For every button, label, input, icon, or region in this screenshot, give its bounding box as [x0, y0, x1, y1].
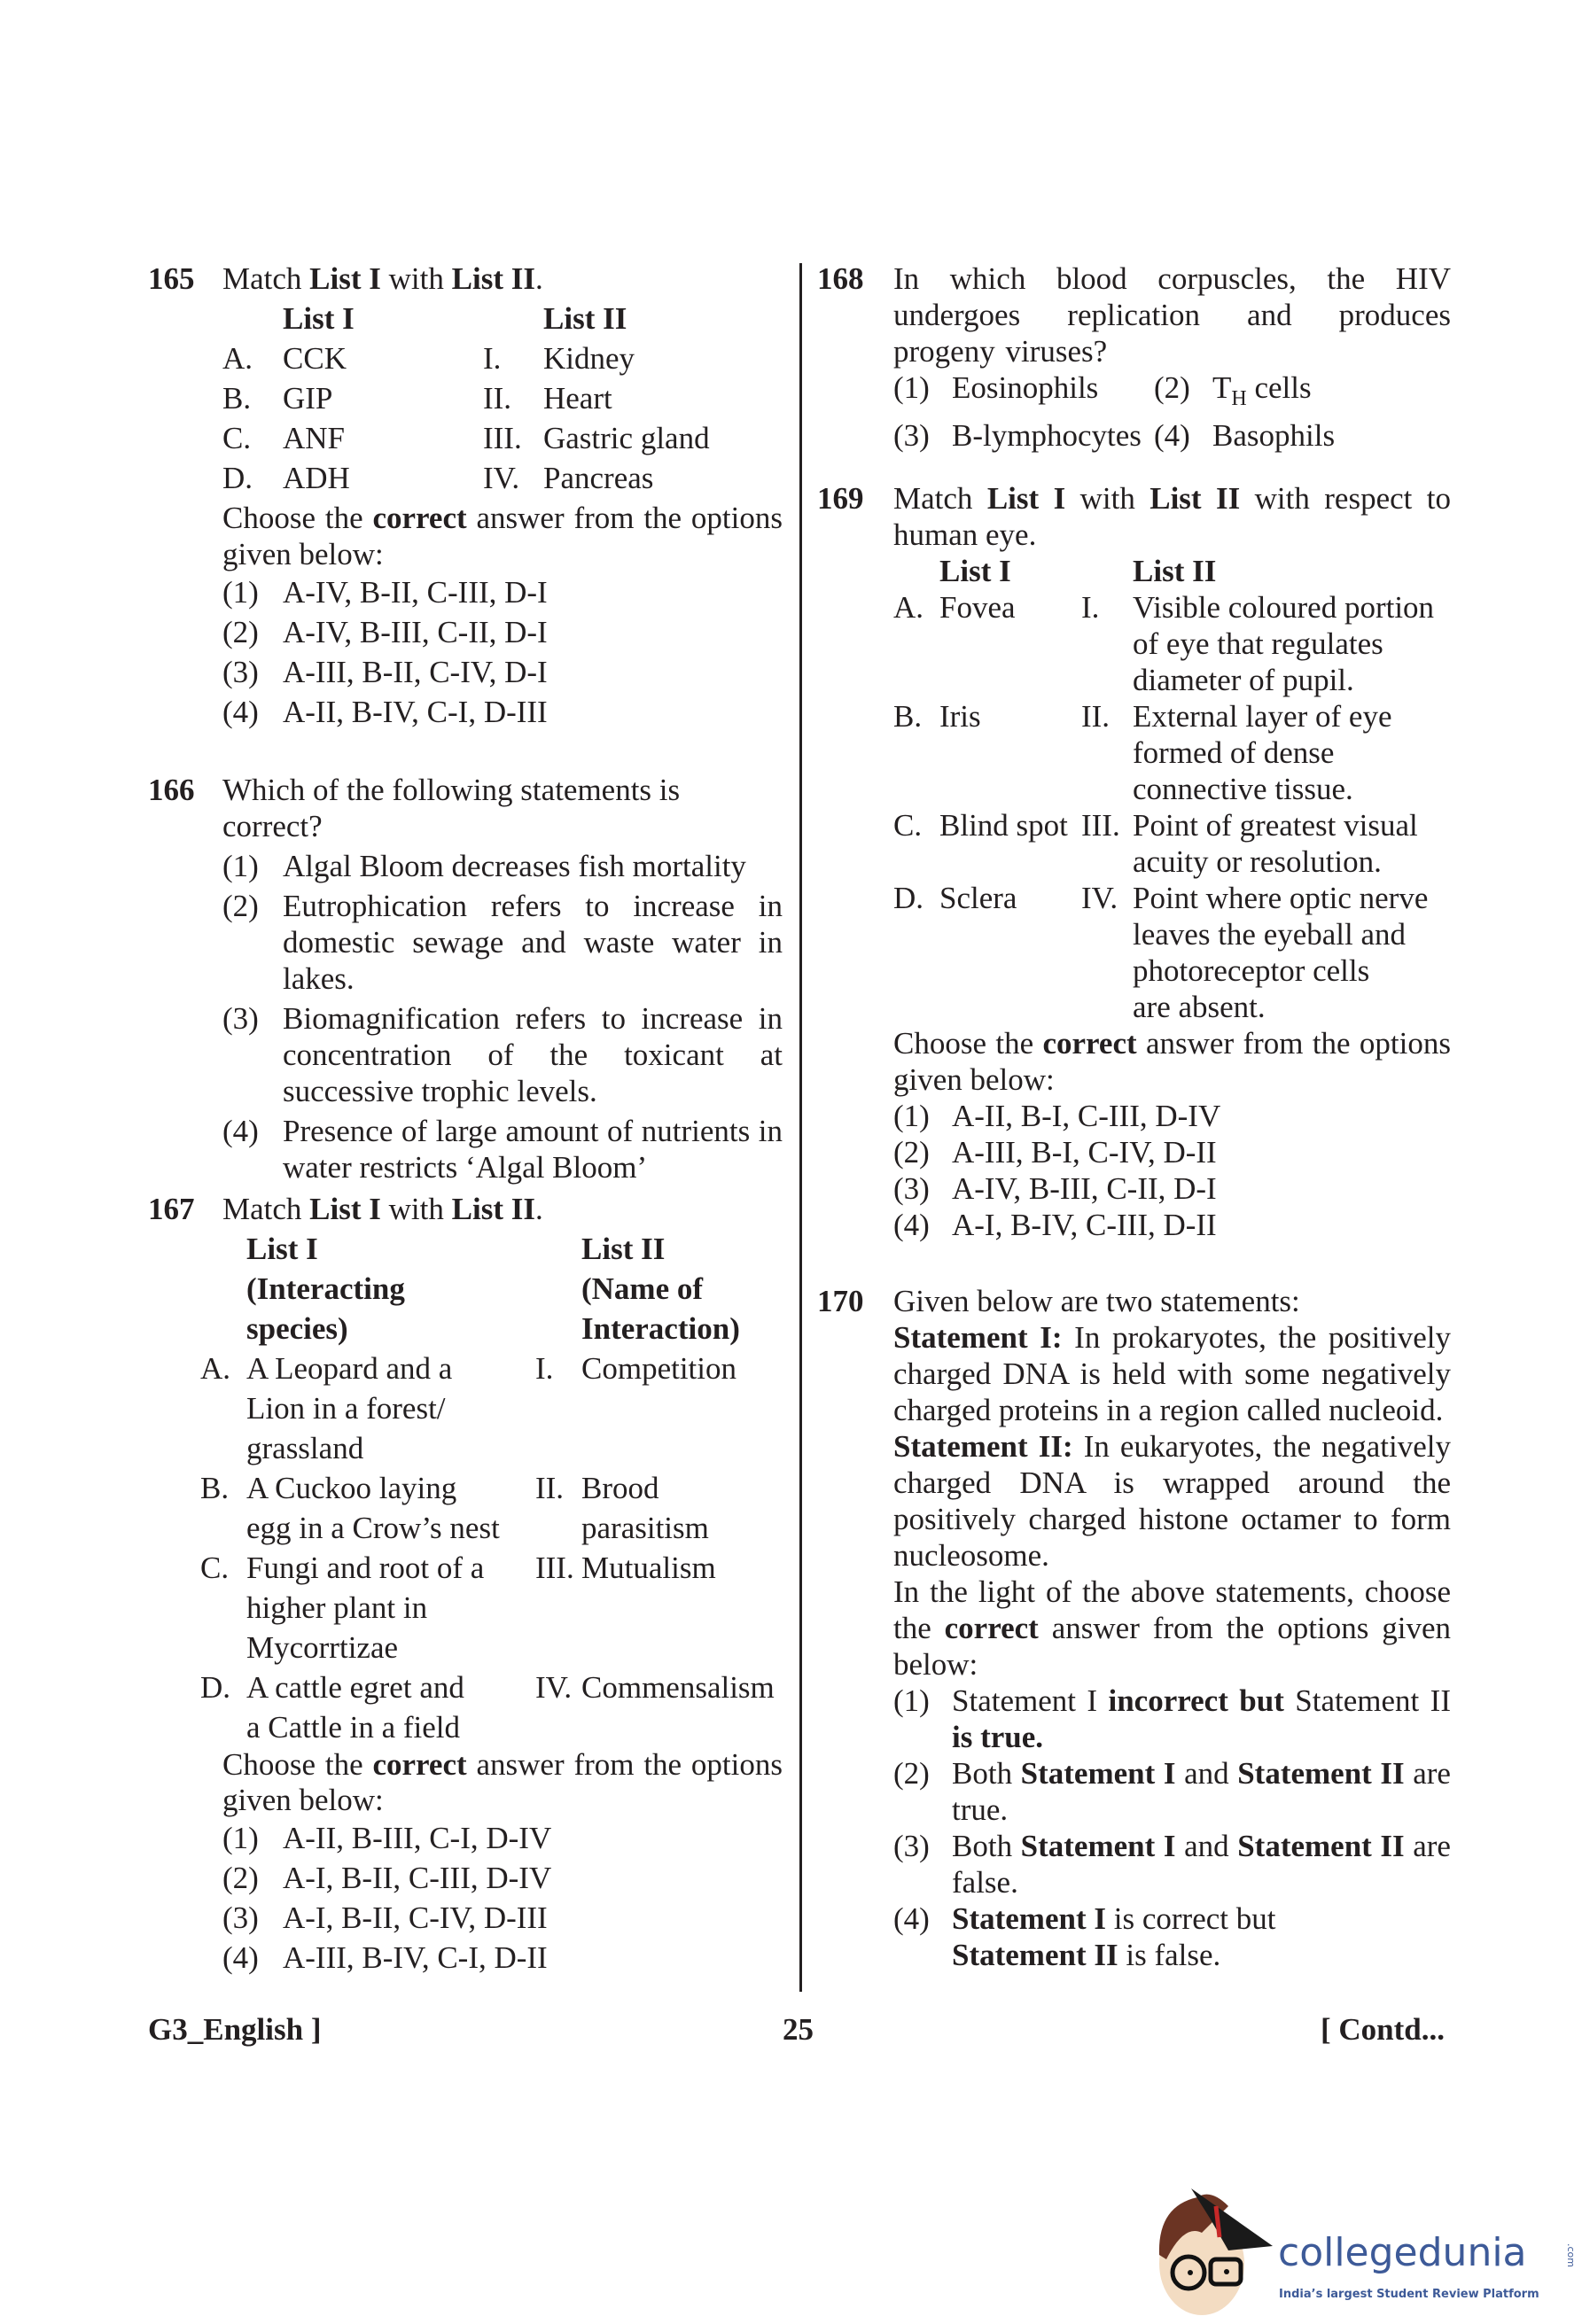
list-header	[200, 1229, 783, 1349]
row-roman: III.	[1081, 808, 1120, 843]
option-number: (2)	[893, 1756, 930, 1791]
row-letter: A.	[200, 1351, 231, 1386]
answer-option[interactable]	[222, 888, 783, 997]
choose-part: Choose the	[222, 1747, 373, 1782]
option-text-part: Both	[952, 1829, 1021, 1863]
stem-part: List II	[451, 1192, 535, 1226]
answer-option[interactable]	[222, 612, 783, 652]
choose-part: In the light of the above statements, choose the	[893, 1574, 1451, 1645]
option-number: (2)	[893, 1135, 930, 1170]
option-text-part: is correct but	[1113, 1901, 1276, 1936]
option-text-part: is true.	[952, 1720, 1044, 1754]
row-roman: IV.	[483, 461, 520, 495]
list-2-header: List II	[543, 301, 627, 336]
option-text-part: cells	[1246, 370, 1312, 405]
option-text: A-II, B-IV, C-I, D-III	[283, 695, 548, 729]
question-stem: Which of the following statements is correct?	[222, 773, 681, 843]
option-text: A-III, B-I, C-IV, D-II	[952, 1135, 1217, 1170]
option-row	[893, 369, 1451, 417]
stem-part: List II	[1149, 481, 1241, 516]
choose-part: correct	[944, 1611, 1039, 1645]
list-2-header: List II	[1133, 554, 1217, 588]
option-number: (3)	[222, 655, 259, 689]
question-number: 166	[148, 773, 195, 807]
row-roman: II.	[535, 1471, 565, 1505]
answer-option[interactable]	[222, 1858, 783, 1898]
match-row	[893, 807, 1451, 880]
logo-tagline: India’s largest Student Review Platform	[1279, 2288, 1539, 2301]
option-text-part: incorrect but	[1097, 1683, 1296, 1718]
question-number: 169	[817, 481, 864, 516]
option-number[interactable]: (3)	[893, 418, 930, 453]
list-2-item: Brood parasitism	[581, 1471, 709, 1545]
question-stem	[222, 259, 783, 299]
option-text	[952, 1755, 1451, 1828]
option-text: Presence of large amount of nutrients in water restricts ‘Algal Bloom’	[283, 1114, 783, 1185]
stem-part: List II	[451, 261, 535, 296]
row-roman: I.	[535, 1351, 554, 1386]
question-stem	[222, 1189, 783, 1229]
option-text-part: Statement II	[1237, 1829, 1405, 1863]
option-number: (4)	[893, 1901, 930, 1936]
question-number: 167	[148, 1192, 195, 1226]
option-text: A-IV, B-III, C-II, D-I	[283, 615, 548, 649]
option-text	[952, 1828, 1451, 1900]
choose-part: Choose the	[893, 1026, 1043, 1061]
question-number: 170	[817, 1284, 864, 1318]
option-text-part: Statement I	[952, 1901, 1106, 1936]
match-row	[893, 880, 1451, 1025]
option-number: (4)	[222, 1940, 259, 1975]
option-number: (1)	[893, 1683, 930, 1718]
statement-2	[893, 1428, 1451, 1574]
list-2-item: Heart	[543, 381, 612, 416]
list-2-item: Point of greatest visual acuity or resolution.	[1133, 808, 1418, 879]
stem-part: List I	[309, 261, 381, 296]
logo-suffix: .com	[1565, 2243, 1577, 2267]
list-2-item: Pancreas	[543, 461, 654, 495]
choose-part: correct	[372, 1747, 467, 1782]
stem-part: .	[534, 1192, 543, 1226]
match-row	[200, 1548, 783, 1667]
list-1-header: List I	[283, 301, 355, 336]
option-text-part: are true.	[952, 1756, 1451, 1827]
option-text: A-I, B-II, C-IV, D-III	[283, 1900, 548, 1935]
option-number: (3)	[222, 1900, 259, 1935]
row-letter: D.	[893, 881, 924, 915]
match-row	[200, 1468, 783, 1548]
choose-instruction	[222, 1747, 783, 1818]
collegedunia-logo	[1149, 2171, 1577, 2321]
option-text-part: and	[1175, 1756, 1238, 1791]
list-1-item: CCK	[283, 341, 347, 376]
option-text[interactable]: Basophils	[1212, 418, 1336, 453]
option-number[interactable]: (4)	[1154, 418, 1190, 453]
option-text[interactable]: Eosinophils	[952, 370, 1099, 405]
option-text: A-I, B-II, C-III, D-IV	[283, 1861, 552, 1895]
statement-label: Statement I:	[893, 1320, 1063, 1355]
footer-continued: [ Contd...	[1321, 2012, 1446, 2047]
option-text: A-III, B-IV, C-I, D-II	[283, 1940, 548, 1975]
row-roman: III.	[535, 1551, 574, 1585]
mascot-icon	[1149, 2171, 1273, 2321]
statement-1	[893, 1319, 1451, 1428]
statement-text: In prokaryotes, the positively charged DNA is held with some negatively charged proteins in a region called nucleoid.	[893, 1320, 1451, 1427]
answer-option[interactable]	[222, 692, 783, 732]
row-roman: IV.	[535, 1670, 573, 1705]
list-2-item: Gastric gland	[543, 421, 710, 455]
statement-text: In eukaryotes, the negatively charged DNA is wrapped around the positively charged histone octamer to form nucleosome.	[893, 1429, 1451, 1573]
row-letter: C.	[200, 1551, 230, 1585]
option-number: (4)	[222, 695, 259, 729]
option-number: (2)	[222, 615, 259, 649]
list-1-item: ADH	[283, 461, 350, 495]
option-text-part: Statement II	[952, 1938, 1118, 1972]
row-roman: IV.	[1081, 881, 1118, 915]
footer-page-number: 25	[783, 2012, 814, 2047]
option-text	[952, 1683, 1451, 1755]
answer-option[interactable]	[222, 848, 783, 884]
question-stem: Given below are two statements:	[893, 1284, 1300, 1318]
answer-option[interactable]	[222, 1898, 783, 1938]
question-169	[817, 480, 1451, 1243]
row-roman: II.	[1081, 699, 1111, 734]
list-1-item: Iris	[939, 699, 981, 734]
row-roman: I.	[483, 341, 502, 376]
answer-option[interactable]	[893, 1098, 1451, 1134]
list-1-item: Fungi and root of a higher plant in Mycorrtizae	[246, 1551, 485, 1665]
answer-option[interactable]	[222, 652, 783, 692]
choose-part: answer from the options given below:	[222, 501, 783, 571]
question-165	[148, 259, 783, 732]
list-1-header: List I	[939, 554, 1011, 588]
answer-options	[222, 1818, 783, 1978]
row-letter: B.	[893, 699, 923, 734]
answer-option[interactable]	[222, 1818, 783, 1858]
row-letter: B.	[222, 381, 252, 416]
stem-part: Match	[893, 481, 987, 516]
option-text-part: Statement I	[1020, 1829, 1176, 1863]
list-2-item: Visible coloured portion of eye that regulates diameter of pupil.	[1133, 590, 1435, 697]
list-1-item: A Leopard and a Lion in a forest/ grassland	[246, 1351, 453, 1465]
list-2-item: External layer of eye formed of dense connective tissue.	[1133, 699, 1392, 806]
answer-options	[893, 1098, 1451, 1243]
list-1-item: Fovea	[939, 590, 1016, 625]
match-row	[200, 1667, 783, 1747]
answer-option[interactable]	[893, 1134, 1451, 1170]
question-170	[817, 1283, 1451, 1973]
option-text-part: Statement II	[1295, 1683, 1451, 1718]
list-2-item: Point where optic nerve leaves the eyeball and photoreceptor cells are absent.	[1133, 881, 1429, 1024]
option-number: (2)	[222, 1861, 259, 1895]
question-167	[148, 1189, 783, 1978]
match-row	[222, 338, 783, 378]
row-letter: B.	[200, 1471, 230, 1505]
option-number: (1)	[222, 1821, 259, 1855]
option-text: A-I, B-IV, C-III, D-II	[952, 1208, 1217, 1242]
choose-part: answer from the options given below:	[893, 1611, 1451, 1682]
choose-part: correct	[1042, 1026, 1137, 1061]
answer-option[interactable]	[893, 1207, 1451, 1243]
stem-part: with	[380, 261, 452, 296]
choose-instruction	[893, 1574, 1451, 1683]
stem-part: Match	[222, 1192, 310, 1226]
row-roman: II.	[483, 381, 512, 416]
choose-instruction	[893, 1025, 1451, 1098]
stem-part: with	[380, 1192, 452, 1226]
option-text-part: T	[1212, 370, 1232, 405]
choose-instruction	[222, 500, 783, 572]
answer-options	[893, 1683, 1451, 1973]
list-1-item: ANF	[283, 421, 346, 455]
option-text: A-IV, B-II, C-III, D-I	[283, 575, 548, 610]
match-row	[222, 418, 783, 458]
logo-wordmark: collegedunia	[1278, 2230, 1527, 2275]
row-letter: A.	[222, 341, 253, 376]
option-text-part: is false.	[1118, 1938, 1221, 1972]
match-list	[222, 338, 783, 498]
option-number: (2)	[222, 889, 259, 923]
option-text[interactable]	[1212, 369, 1312, 417]
option-number: (1)	[893, 1099, 930, 1133]
list-1-header: List I (Interacting species)	[246, 1232, 405, 1346]
answer-option[interactable]	[222, 1000, 783, 1109]
option-number[interactable]: (1)	[893, 370, 930, 405]
option-text-part: Statement I	[1020, 1756, 1176, 1791]
stem-part: List I	[986, 481, 1066, 516]
stem-part: with respect to human eye.	[893, 481, 1451, 552]
list-2-item: Competition	[581, 1351, 736, 1386]
list-1-item: GIP	[283, 381, 333, 416]
option-text: A-II, B-I, C-III, D-IV	[952, 1099, 1221, 1133]
match-row	[222, 458, 783, 498]
row-letter: C.	[222, 421, 252, 455]
answer-option[interactable]	[222, 572, 783, 612]
option-number: (4)	[222, 1114, 259, 1148]
answer-option[interactable]	[893, 1755, 1451, 1828]
option-text: A-III, B-II, C-IV, D-I	[283, 655, 548, 689]
answer-option[interactable]	[222, 1938, 783, 1978]
option-text: Eutrophication refers to increase in domestic sewage and waste water in lakes.	[283, 889, 783, 996]
option-number: (1)	[222, 575, 259, 610]
stem-part: with	[1065, 481, 1150, 516]
option-row	[893, 417, 1451, 454]
stem-part: List I	[309, 1192, 381, 1226]
question-166	[148, 772, 783, 1185]
option-text-part: Statement I	[952, 1683, 1098, 1718]
answer-options	[222, 848, 783, 1185]
match-list	[893, 589, 1451, 1025]
match-row	[222, 378, 783, 418]
option-text-part: and	[1175, 1829, 1238, 1863]
list-1-item: Sclera	[939, 881, 1017, 915]
question-stem	[893, 480, 1451, 553]
option-number: (3)	[893, 1171, 930, 1206]
list-2-item: Mutualism	[581, 1551, 716, 1585]
match-row	[200, 1349, 783, 1468]
list-2-item: Commensalism	[581, 1670, 775, 1705]
option-text-part: Both	[952, 1756, 1021, 1791]
question-number: 165	[148, 261, 195, 296]
list-header	[893, 553, 1451, 589]
footer-paper-code: G3_English ]	[148, 2012, 322, 2047]
option-text: Biomagnification refers to increase in concentration of the toxicant at successive trophic levels.	[283, 1001, 783, 1108]
option-number: (4)	[893, 1208, 930, 1242]
answer-option[interactable]	[893, 1683, 1451, 1755]
question-168	[817, 260, 1451, 454]
question-number: 168	[817, 261, 864, 296]
option-number: (1)	[222, 849, 259, 883]
list-1-item: A Cuckoo laying egg in a Crow’s nest	[246, 1471, 500, 1545]
option-number: (3)	[893, 1829, 930, 1863]
option-text: Algal Bloom decreases fish mortality	[283, 849, 746, 883]
column-divider	[799, 263, 802, 1992]
row-letter: D.	[222, 461, 253, 495]
choose-part: Choose the	[222, 501, 373, 535]
choose-part: answer from the options given below:	[893, 1026, 1452, 1097]
row-roman: I.	[1081, 590, 1100, 625]
list-2-item: Kidney	[543, 341, 635, 376]
list-header	[222, 299, 783, 338]
answer-option[interactable]	[893, 1828, 1451, 1900]
option-text: A-IV, B-III, C-II, D-I	[952, 1171, 1217, 1206]
answer-options	[222, 572, 783, 732]
option-text: A-II, B-III, C-I, D-IV	[283, 1821, 552, 1855]
subscript: H	[1231, 387, 1247, 410]
list-1-item: Blind spot	[939, 808, 1068, 843]
list-1-item: A cattle egret and a Cattle in a field	[246, 1670, 464, 1745]
match-list	[200, 1349, 783, 1747]
stem-part: Match	[222, 261, 310, 296]
row-letter: A.	[893, 590, 924, 625]
option-text[interactable]: B-lymphocytes	[952, 418, 1142, 453]
choose-part: correct	[372, 501, 467, 535]
option-number[interactable]: (2)	[1154, 370, 1190, 405]
stem-part: .	[534, 261, 543, 296]
statement-label: Statement II:	[893, 1429, 1073, 1464]
option-text-part: Statement II	[1237, 1756, 1405, 1791]
answer-option[interactable]	[222, 1113, 783, 1185]
question-stem: In which blood corpuscles, the HIV undergoes replication and produces progeny viruses?	[893, 261, 1451, 369]
row-letter: D.	[200, 1670, 231, 1705]
match-row	[893, 589, 1451, 698]
list-2-header: List II (Name of Interaction)	[581, 1232, 740, 1346]
match-row	[893, 698, 1451, 807]
row-letter: C.	[893, 808, 923, 843]
row-roman: III.	[483, 421, 522, 455]
option-text	[952, 1900, 1451, 1973]
answer-option[interactable]	[893, 1170, 1451, 1207]
option-text-part: are false.	[952, 1829, 1451, 1900]
choose-part: answer from the options given below:	[222, 1747, 783, 1817]
option-number: (3)	[222, 1001, 259, 1036]
answer-option[interactable]	[893, 1900, 1451, 1973]
